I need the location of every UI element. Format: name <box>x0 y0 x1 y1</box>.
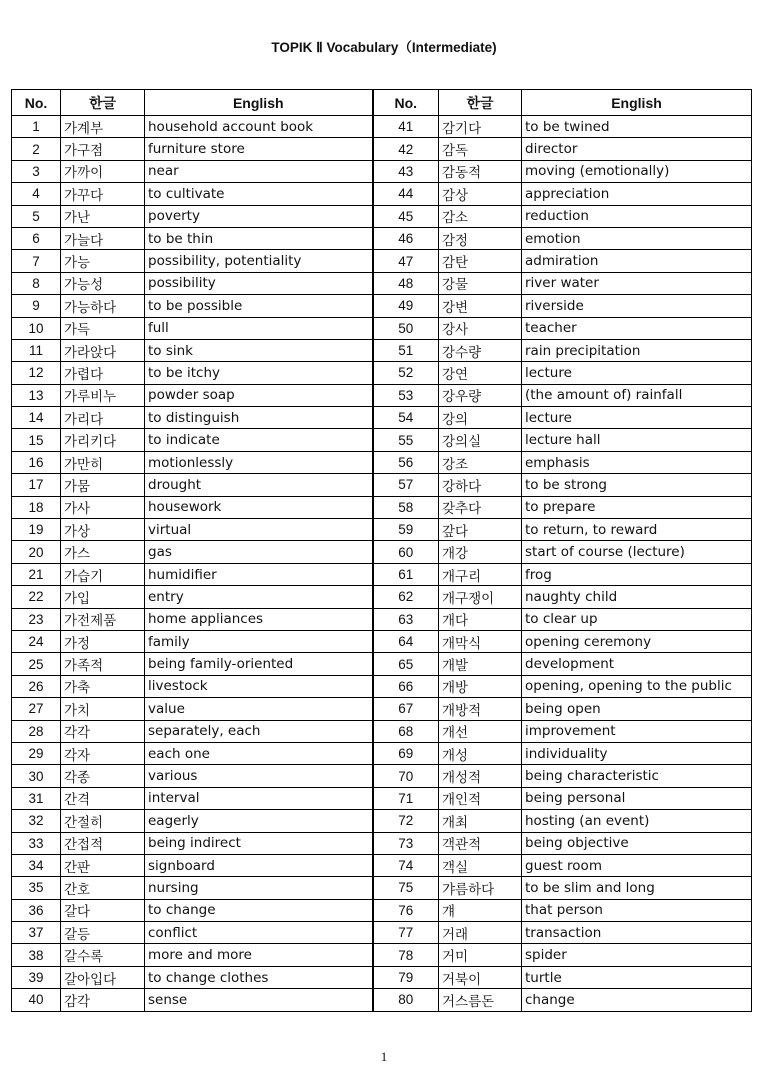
left-number-cell: 14 <box>12 407 61 429</box>
left-korean-word-cell: 가득 <box>61 317 145 339</box>
right-english-meaning-cell: transaction <box>522 922 752 944</box>
right-korean-word-cell: 개선 <box>439 720 522 742</box>
right-korean-word-cell: 개방적 <box>439 698 522 720</box>
left-number-cell: 11 <box>12 339 61 361</box>
left-english-meaning-cell: signboard <box>145 854 373 876</box>
right-english-meaning-cell: being characteristic <box>522 765 752 787</box>
left-english-meaning-cell: to change clothes <box>145 966 373 988</box>
left-korean-word-cell: 가렵다 <box>61 362 145 384</box>
table-row <box>12 474 752 496</box>
right-korean-word-cell: 개인적 <box>439 787 522 809</box>
left-number-cell: 17 <box>12 474 61 496</box>
right-number-cell: 72 <box>373 810 439 832</box>
right-english-meaning-cell: improvement <box>522 720 752 742</box>
right-number-cell: 43 <box>373 160 439 182</box>
left-korean-word-cell: 갈수록 <box>61 944 145 966</box>
left-english-meaning-cell: to be itchy <box>145 362 373 384</box>
right-korean-word-cell: 개성 <box>439 742 522 764</box>
right-number-cell: 70 <box>373 765 439 787</box>
left-korean-word-cell: 가입 <box>61 586 145 608</box>
left-number-cell: 22 <box>12 586 61 608</box>
left-number-cell: 36 <box>12 899 61 921</box>
right-korean-word-cell: 개막식 <box>439 630 522 652</box>
left-number-cell: 5 <box>12 205 61 227</box>
right-korean-word-cell: 감소 <box>439 205 522 227</box>
right-number-cell: 75 <box>373 877 439 899</box>
right-korean-word-cell: 개최 <box>439 810 522 832</box>
right-korean-word-cell: 객관적 <box>439 832 522 854</box>
left-number-cell: 33 <box>12 832 61 854</box>
left-korean-word-cell: 간격 <box>61 787 145 809</box>
table-row <box>12 519 752 541</box>
right-english-meaning-cell: lecture hall <box>522 429 752 451</box>
right-number-cell: 74 <box>373 854 439 876</box>
table-row <box>12 362 752 384</box>
table-row <box>12 138 752 160</box>
table-row <box>12 922 752 944</box>
right-korean-word-cell: 강연 <box>439 362 522 384</box>
left-number-cell: 38 <box>12 944 61 966</box>
header-korean-right: 한글 <box>439 90 522 116</box>
left-english-meaning-cell: home appliances <box>145 608 373 630</box>
left-english-meaning-cell: possibility <box>145 272 373 294</box>
left-number-cell: 30 <box>12 765 61 787</box>
left-number-cell: 4 <box>12 183 61 205</box>
left-number-cell: 16 <box>12 451 61 473</box>
table-row <box>12 429 752 451</box>
right-english-meaning-cell: to clear up <box>522 608 752 630</box>
left-number-cell: 24 <box>12 630 61 652</box>
right-korean-word-cell: 거스름돈 <box>439 989 522 1011</box>
right-english-meaning-cell: opening, opening to the public <box>522 675 752 697</box>
table-row <box>12 966 752 988</box>
left-korean-word-cell: 가까이 <box>61 160 145 182</box>
left-english-meaning-cell: various <box>145 765 373 787</box>
left-korean-word-cell: 가늘다 <box>61 227 145 249</box>
header-no-right: No. <box>373 90 439 116</box>
left-english-meaning-cell: gas <box>145 541 373 563</box>
left-korean-word-cell: 감각 <box>61 989 145 1011</box>
right-english-meaning-cell: to prepare <box>522 496 752 518</box>
left-korean-word-cell: 각종 <box>61 765 145 787</box>
left-korean-word-cell: 가라앉다 <box>61 339 145 361</box>
right-number-cell: 56 <box>373 451 439 473</box>
right-english-meaning-cell: river water <box>522 272 752 294</box>
left-number-cell: 32 <box>12 810 61 832</box>
table-row <box>12 116 752 138</box>
right-english-meaning-cell: frog <box>522 563 752 585</box>
table-row <box>12 810 752 832</box>
table-row <box>12 832 752 854</box>
right-number-cell: 66 <box>373 675 439 697</box>
left-english-meaning-cell: furniture store <box>145 138 373 160</box>
left-korean-word-cell: 가만히 <box>61 451 145 473</box>
right-number-cell: 80 <box>373 989 439 1011</box>
table-row <box>12 630 752 652</box>
left-korean-word-cell: 가난 <box>61 205 145 227</box>
right-number-cell: 69 <box>373 742 439 764</box>
left-number-cell: 40 <box>12 989 61 1011</box>
right-english-meaning-cell: that person <box>522 899 752 921</box>
table-row <box>12 407 752 429</box>
left-korean-word-cell: 갈등 <box>61 922 145 944</box>
header-english-left: English <box>145 90 373 116</box>
left-korean-word-cell: 가뭄 <box>61 474 145 496</box>
left-korean-word-cell: 가족적 <box>61 653 145 675</box>
left-korean-word-cell: 가정 <box>61 630 145 652</box>
left-korean-word-cell: 간호 <box>61 877 145 899</box>
left-number-cell: 25 <box>12 653 61 675</box>
right-korean-word-cell: 감탄 <box>439 250 522 272</box>
right-korean-word-cell: 감정 <box>439 227 522 249</box>
left-number-cell: 34 <box>12 854 61 876</box>
left-korean-word-cell: 간절히 <box>61 810 145 832</box>
left-korean-word-cell: 가전제품 <box>61 608 145 630</box>
table-row <box>12 384 752 406</box>
table-row <box>12 227 752 249</box>
left-number-cell: 37 <box>12 922 61 944</box>
left-english-meaning-cell: separately, each <box>145 720 373 742</box>
right-english-meaning-cell: guest room <box>522 854 752 876</box>
right-number-cell: 55 <box>373 429 439 451</box>
right-number-cell: 52 <box>373 362 439 384</box>
left-number-cell: 2 <box>12 138 61 160</box>
right-korean-word-cell: 감독 <box>439 138 522 160</box>
left-english-meaning-cell: virtual <box>145 519 373 541</box>
left-number-cell: 31 <box>12 787 61 809</box>
right-english-meaning-cell: emphasis <box>522 451 752 473</box>
left-english-meaning-cell: more and more <box>145 944 373 966</box>
left-number-cell: 20 <box>12 541 61 563</box>
page-number: 1 <box>380 1049 388 1064</box>
table-row <box>12 899 752 921</box>
left-english-meaning-cell: each one <box>145 742 373 764</box>
right-english-meaning-cell: start of course (lecture) <box>522 541 752 563</box>
left-korean-word-cell: 각자 <box>61 742 145 764</box>
right-english-meaning-cell: individuality <box>522 742 752 764</box>
table-header-row <box>12 90 752 116</box>
right-english-meaning-cell: being objective <box>522 832 752 854</box>
table-row <box>12 451 752 473</box>
left-english-meaning-cell: livestock <box>145 675 373 697</box>
right-korean-word-cell: 갚다 <box>439 519 522 541</box>
left-korean-word-cell: 가구점 <box>61 138 145 160</box>
left-number-cell: 23 <box>12 608 61 630</box>
right-korean-word-cell: 개강 <box>439 541 522 563</box>
left-english-meaning-cell: full <box>145 317 373 339</box>
left-english-meaning-cell: to sink <box>145 339 373 361</box>
table-row <box>12 698 752 720</box>
left-english-meaning-cell: to change <box>145 899 373 921</box>
right-english-meaning-cell: turtle <box>522 966 752 988</box>
left-korean-word-cell: 가상 <box>61 519 145 541</box>
left-english-meaning-cell: to indicate <box>145 429 373 451</box>
right-korean-word-cell: 개성적 <box>439 765 522 787</box>
table-row <box>12 205 752 227</box>
left-english-meaning-cell: family <box>145 630 373 652</box>
left-number-cell: 8 <box>12 272 61 294</box>
right-number-cell: 60 <box>373 541 439 563</box>
left-english-meaning-cell: eagerly <box>145 810 373 832</box>
left-english-meaning-cell: poverty <box>145 205 373 227</box>
right-number-cell: 59 <box>373 519 439 541</box>
right-english-meaning-cell: being personal <box>522 787 752 809</box>
page-title: TOPIK Ⅱ Vocabulary（Intermediate) <box>271 40 497 55</box>
table-row <box>12 563 752 585</box>
left-english-meaning-cell: conflict <box>145 922 373 944</box>
left-number-cell: 15 <box>12 429 61 451</box>
header-english-right: English <box>522 90 752 116</box>
table-row <box>12 787 752 809</box>
right-number-cell: 58 <box>373 496 439 518</box>
right-number-cell: 41 <box>373 116 439 138</box>
right-korean-word-cell: 갖추다 <box>439 496 522 518</box>
right-english-meaning-cell: to be twined <box>522 116 752 138</box>
left-number-cell: 19 <box>12 519 61 541</box>
left-english-meaning-cell: drought <box>145 474 373 496</box>
left-korean-word-cell: 각각 <box>61 720 145 742</box>
table-row <box>12 496 752 518</box>
left-korean-word-cell: 가치 <box>61 698 145 720</box>
left-english-meaning-cell: nursing <box>145 877 373 899</box>
right-korean-word-cell: 강의실 <box>439 429 522 451</box>
right-number-cell: 47 <box>373 250 439 272</box>
left-english-meaning-cell: value <box>145 698 373 720</box>
left-number-cell: 1 <box>12 116 61 138</box>
right-number-cell: 63 <box>373 608 439 630</box>
table-row <box>12 720 752 742</box>
right-number-cell: 62 <box>373 586 439 608</box>
right-korean-word-cell: 감상 <box>439 183 522 205</box>
table-row <box>12 295 752 317</box>
right-english-meaning-cell: rain precipitation <box>522 339 752 361</box>
right-english-meaning-cell: spider <box>522 944 752 966</box>
right-english-meaning-cell: admiration <box>522 250 752 272</box>
left-number-cell: 10 <box>12 317 61 339</box>
right-english-meaning-cell: development <box>522 653 752 675</box>
right-number-cell: 44 <box>373 183 439 205</box>
right-korean-word-cell: 강하다 <box>439 474 522 496</box>
left-english-meaning-cell: sense <box>145 989 373 1011</box>
right-number-cell: 42 <box>373 138 439 160</box>
right-english-meaning-cell: appreciation <box>522 183 752 205</box>
right-number-cell: 57 <box>373 474 439 496</box>
left-english-meaning-cell: to distinguish <box>145 407 373 429</box>
left-english-meaning-cell: near <box>145 160 373 182</box>
right-number-cell: 73 <box>373 832 439 854</box>
right-number-cell: 46 <box>373 227 439 249</box>
left-number-cell: 26 <box>12 675 61 697</box>
right-english-meaning-cell: director <box>522 138 752 160</box>
left-korean-word-cell: 가능 <box>61 250 145 272</box>
right-english-meaning-cell: hosting (an event) <box>522 810 752 832</box>
left-number-cell: 29 <box>12 742 61 764</box>
table-row <box>12 272 752 294</box>
left-number-cell: 35 <box>12 877 61 899</box>
right-english-meaning-cell: to be strong <box>522 474 752 496</box>
right-number-cell: 71 <box>373 787 439 809</box>
left-korean-word-cell: 가능성 <box>61 272 145 294</box>
left-english-meaning-cell: being indirect <box>145 832 373 854</box>
table-row <box>12 541 752 563</box>
right-korean-word-cell: 개구쟁이 <box>439 586 522 608</box>
right-english-meaning-cell: riverside <box>522 295 752 317</box>
left-english-meaning-cell: motionlessly <box>145 451 373 473</box>
right-korean-word-cell: 개다 <box>439 608 522 630</box>
right-korean-word-cell: 강사 <box>439 317 522 339</box>
right-number-cell: 48 <box>373 272 439 294</box>
right-number-cell: 67 <box>373 698 439 720</box>
right-english-meaning-cell: opening ceremony <box>522 630 752 652</box>
left-number-cell: 7 <box>12 250 61 272</box>
right-korean-word-cell: 거미 <box>439 944 522 966</box>
left-korean-word-cell: 가스 <box>61 541 145 563</box>
right-english-meaning-cell: (the amount of) rainfall <box>522 384 752 406</box>
vocabulary-table <box>11 89 752 1012</box>
table-row <box>12 183 752 205</box>
right-number-cell: 64 <box>373 630 439 652</box>
left-english-meaning-cell: entry <box>145 586 373 608</box>
right-number-cell: 78 <box>373 944 439 966</box>
left-korean-word-cell: 갈아입다 <box>61 966 145 988</box>
right-number-cell: 77 <box>373 922 439 944</box>
table-row <box>12 742 752 764</box>
right-korean-word-cell: 감동적 <box>439 160 522 182</box>
right-english-meaning-cell: change <box>522 989 752 1011</box>
left-korean-word-cell: 갈다 <box>61 899 145 921</box>
left-number-cell: 3 <box>12 160 61 182</box>
left-korean-word-cell: 가루비누 <box>61 384 145 406</box>
left-english-meaning-cell: being family-oriented <box>145 653 373 675</box>
right-number-cell: 54 <box>373 407 439 429</box>
table-row <box>12 339 752 361</box>
right-korean-word-cell: 강우량 <box>439 384 522 406</box>
left-number-cell: 21 <box>12 563 61 585</box>
left-english-meaning-cell: to be possible <box>145 295 373 317</box>
left-english-meaning-cell: to be thin <box>145 227 373 249</box>
right-number-cell: 65 <box>373 653 439 675</box>
right-korean-word-cell: 개발 <box>439 653 522 675</box>
right-korean-word-cell: 강의 <box>439 407 522 429</box>
left-english-meaning-cell: humidifier <box>145 563 373 585</box>
table-row <box>12 608 752 630</box>
left-korean-word-cell: 가꾸다 <box>61 183 145 205</box>
right-korean-word-cell: 강조 <box>439 451 522 473</box>
right-korean-word-cell: 강수량 <box>439 339 522 361</box>
left-korean-word-cell: 가계부 <box>61 116 145 138</box>
right-number-cell: 61 <box>373 563 439 585</box>
left-english-meaning-cell: household account book <box>145 116 373 138</box>
right-english-meaning-cell: teacher <box>522 317 752 339</box>
left-english-meaning-cell: housework <box>145 496 373 518</box>
table-row <box>12 160 752 182</box>
left-korean-word-cell: 간판 <box>61 854 145 876</box>
left-english-meaning-cell: to cultivate <box>145 183 373 205</box>
right-korean-word-cell: 개방 <box>439 675 522 697</box>
right-number-cell: 50 <box>373 317 439 339</box>
table-row <box>12 989 752 1011</box>
right-english-meaning-cell: lecture <box>522 407 752 429</box>
right-number-cell: 49 <box>373 295 439 317</box>
table-row <box>12 317 752 339</box>
table-row <box>12 675 752 697</box>
right-korean-word-cell: 거래 <box>439 922 522 944</box>
right-english-meaning-cell: reduction <box>522 205 752 227</box>
left-number-cell: 6 <box>12 227 61 249</box>
left-english-meaning-cell: interval <box>145 787 373 809</box>
left-korean-word-cell: 간접적 <box>61 832 145 854</box>
table-row <box>12 944 752 966</box>
left-korean-word-cell: 가능하다 <box>61 295 145 317</box>
left-korean-word-cell: 가사 <box>61 496 145 518</box>
left-english-meaning-cell: possibility, potentiality <box>145 250 373 272</box>
table-row <box>12 854 752 876</box>
right-english-meaning-cell: to be slim and long <box>522 877 752 899</box>
vocabulary-table-body <box>12 116 752 1012</box>
left-number-cell: 9 <box>12 295 61 317</box>
header-no-left: No. <box>12 90 61 116</box>
right-korean-word-cell: 객실 <box>439 854 522 876</box>
header-korean-left: 한글 <box>61 90 145 116</box>
left-korean-word-cell: 가리키다 <box>61 429 145 451</box>
left-number-cell: 28 <box>12 720 61 742</box>
right-number-cell: 45 <box>373 205 439 227</box>
right-korean-word-cell: 강변 <box>439 295 522 317</box>
table-row <box>12 250 752 272</box>
right-english-meaning-cell: moving (emotionally) <box>522 160 752 182</box>
left-korean-word-cell: 가축 <box>61 675 145 697</box>
right-number-cell: 51 <box>373 339 439 361</box>
right-korean-word-cell: 강물 <box>439 272 522 294</box>
table-row <box>12 586 752 608</box>
table-row <box>12 877 752 899</box>
left-english-meaning-cell: powder soap <box>145 384 373 406</box>
right-korean-word-cell: 거북이 <box>439 966 522 988</box>
left-korean-word-cell: 가리다 <box>61 407 145 429</box>
right-english-meaning-cell: being open <box>522 698 752 720</box>
left-number-cell: 39 <box>12 966 61 988</box>
right-english-meaning-cell: lecture <box>522 362 752 384</box>
right-number-cell: 68 <box>373 720 439 742</box>
right-number-cell: 79 <box>373 966 439 988</box>
right-english-meaning-cell: emotion <box>522 227 752 249</box>
right-korean-word-cell: 갸름하다 <box>439 877 522 899</box>
right-english-meaning-cell: to return, to reward <box>522 519 752 541</box>
right-number-cell: 76 <box>373 899 439 921</box>
left-number-cell: 13 <box>12 384 61 406</box>
left-number-cell: 27 <box>12 698 61 720</box>
left-number-cell: 18 <box>12 496 61 518</box>
left-korean-word-cell: 가습기 <box>61 563 145 585</box>
table-row <box>12 653 752 675</box>
right-korean-word-cell: 걔 <box>439 899 522 921</box>
right-korean-word-cell: 감기다 <box>439 116 522 138</box>
right-number-cell: 53 <box>373 384 439 406</box>
left-number-cell: 12 <box>12 362 61 384</box>
table-row <box>12 765 752 787</box>
right-english-meaning-cell: naughty child <box>522 586 752 608</box>
right-korean-word-cell: 개구리 <box>439 563 522 585</box>
